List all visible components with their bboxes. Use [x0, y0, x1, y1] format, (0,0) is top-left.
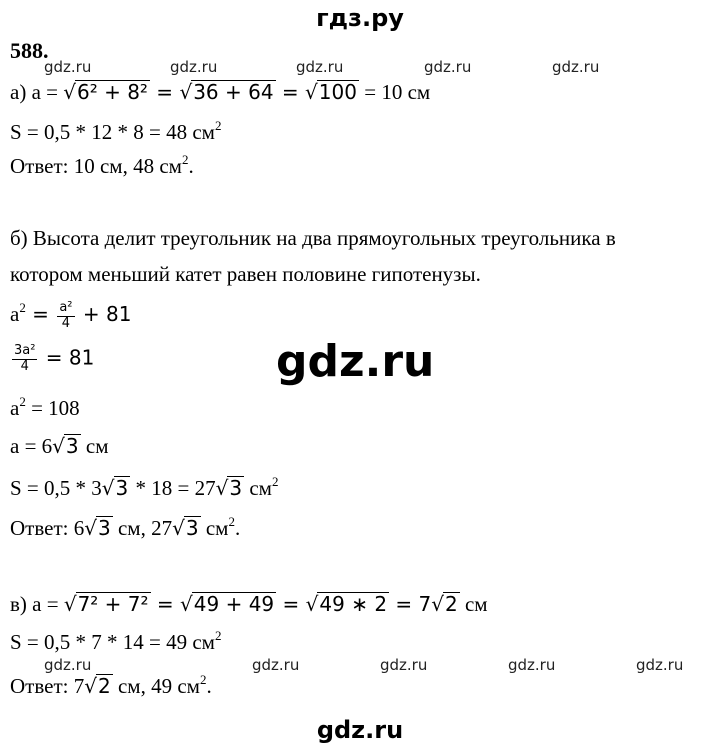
site-title[interactable]: гдз.ру: [316, 4, 404, 32]
radicand: 3: [115, 476, 129, 500]
radicand: 2: [445, 592, 458, 616]
radicand: 3: [229, 476, 243, 500]
part-a-answer: Ответ: 10 см, 48 $см^2$.: [10, 152, 194, 178]
part-c-formula: в) a = √7² + 7² = √49 + 49 = √49 ∗ 2 = 7√2 см: [10, 592, 488, 616]
watermark: gdz.ru: [424, 58, 472, 76]
part-b-area: S = 0,5 * 3√3 * 18 = 27√3 $см^2$: [10, 474, 279, 500]
watermark-large: gdz.ru: [276, 336, 435, 387]
watermark: gdz.ru: [636, 656, 684, 674]
part-a-result: = 10 см: [358, 80, 431, 104]
part-b-text-line-1: б) Высота делит треугольник на два прямоугольных треугольника в: [10, 226, 616, 250]
problem-number: 588.: [10, 38, 49, 63]
footer-watermark[interactable]: gdz.ru: [316, 716, 404, 744]
radicand: 3: [185, 516, 199, 540]
radicand: 2: [97, 674, 111, 698]
watermark: gdz.ru: [44, 656, 92, 674]
radicand: 100: [318, 80, 357, 104]
part-b-equation-3: $a^2 = 108$: [10, 394, 80, 420]
part-b-equation-1: $a^2$ = $\frac{\text{a²}}{4}$ + 81: [10, 299, 132, 331]
part-c-answer: Ответ: 7√2 см, 49 $см^2$.: [10, 672, 212, 698]
watermark: gdz.ru: [296, 58, 344, 76]
watermark: gdz.ru: [552, 58, 600, 76]
part-a-formula: а) a = √6² + 8² = √36 + 64 = √100 = 10 см: [10, 80, 431, 104]
radicand: 49 ∗ 2: [319, 592, 388, 616]
part-b-answer: Ответ: 6√3 см, 27√3 $см^2$.: [10, 514, 241, 540]
radicand: 3: [97, 516, 111, 540]
part-b-equation-2: $\frac{\text{3a²}}{4}$ = 81: [14, 343, 95, 374]
radicand: 49 + 49: [193, 592, 275, 616]
radicand: 6² + 8²: [76, 80, 148, 104]
fraction: $\frac{\text{a²}}{4}$: [59, 299, 73, 331]
watermark: gdz.ru: [252, 656, 300, 674]
radicand: 3: [65, 434, 79, 458]
radicand: 36 + 64: [193, 80, 274, 104]
watermark: gdz.ru: [380, 656, 428, 674]
part-b-equation-4: a = 6√3 см: [10, 434, 109, 458]
part-a-area: S = 0,5 * 12 * 8 = 48 $см^2$: [10, 118, 222, 144]
radicand: 7² + 7²: [77, 592, 149, 616]
part-b-text-line-2: котором меньший катет равен половине гипотенузы.: [10, 262, 481, 286]
part-c-area: S = 0,5 * 7 * 14 = 49 $см^2$: [10, 628, 222, 654]
watermark: gdz.ru: [44, 58, 92, 76]
fraction: $\frac{\text{3a²}}{4}$: [14, 343, 36, 374]
watermark: gdz.ru: [508, 656, 556, 674]
part-a-label: а) a =: [10, 80, 64, 104]
watermark: gdz.ru: [170, 58, 218, 76]
